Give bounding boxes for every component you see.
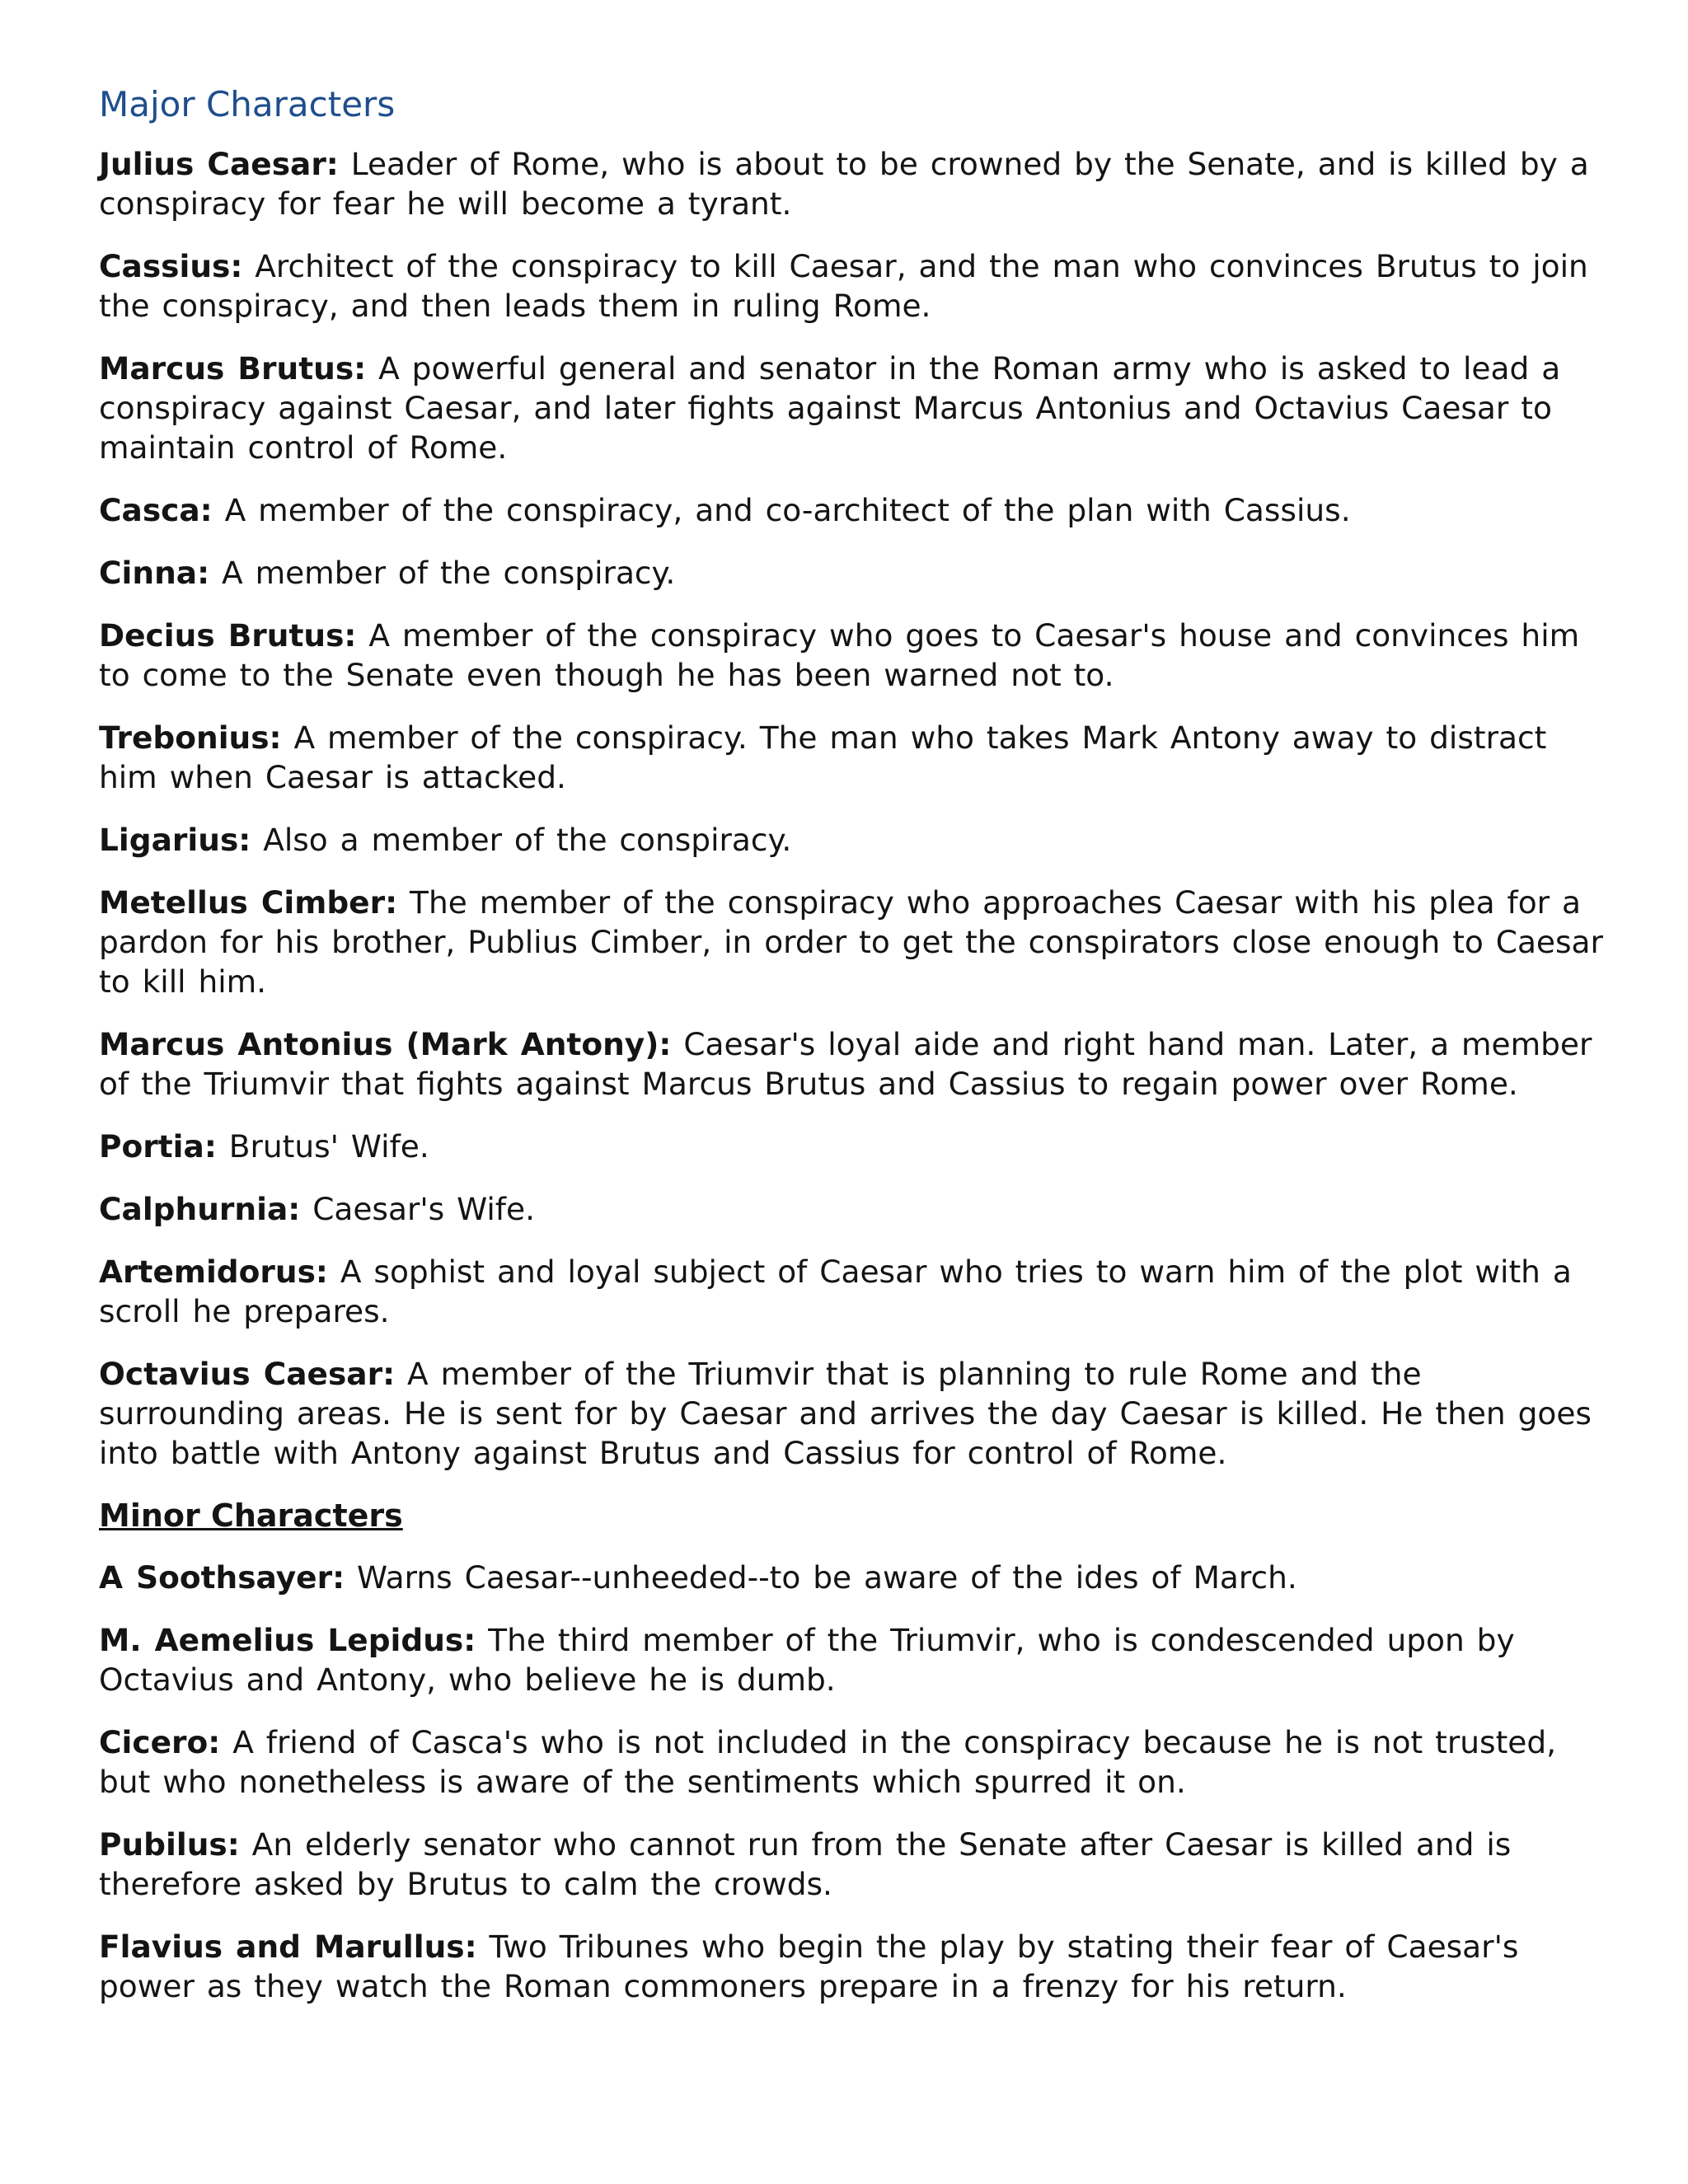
character-description: A member of the Triumvir that is planning to rule Rome and the surrounding areas. He is sent for by Caesar and arrives the day Caesar is killed. He then goes into battle with Antony against Brutus and Cassius for control of Rome. [99,1355,1592,1471]
character-name: Pubilus: [99,1825,240,1863]
character-name: Metellus Cimber: [99,883,398,921]
character-name: A Soothsayer: [99,1558,345,1596]
character-entry [99,820,1615,860]
character-entry [99,718,1615,797]
character-name: Marcus Brutus: [99,349,367,387]
character-description: Caesar's Wife. [312,1190,535,1227]
character-description: Also a member of the conspiracy. [263,821,792,858]
character-entry [99,490,1615,530]
major-characters-heading: Major Characters [99,84,396,124]
character-description: A member of the conspiracy who goes to Caesar's house and convinces him to come to the Senate even though he has been warned not to. [99,616,1580,693]
document-page [99,82,1615,2029]
character-name: Calphurnia: [99,1190,301,1227]
character-name: Flavius and Marullus: [99,1928,477,1965]
character-name: M. Aemelius Lepidus: [99,1621,476,1658]
minor-characters-heading: Minor Characters [99,1497,403,1534]
character-name: Cassius: [99,247,243,284]
character-name: Artemidorus: [99,1253,328,1290]
character-name: Ligarius: [99,821,251,858]
character-description: A friend of Casca's who is not included in the conspiracy because he is not trusted, but who nonetheless is aware of the sentiments which spurred it on. [99,1723,1557,1800]
character-entry [99,1558,1615,1597]
character-description: Brutus' Wife. [228,1127,429,1165]
character-description: The third member of the Triumvir, who is condescended upon by Octavius and Antony, who believe he is dumb. [99,1621,1515,1698]
character-entry [99,1354,1615,1473]
character-entry [99,1825,1615,1904]
character-description: A sophist and loyal subject of Caesar who tries to warn him of the plot with a scroll he prepares. [99,1253,1572,1329]
character-description: Caesar's loyal aide and right hand man. Later, a member of the Triumvir that fights against Marcus Brutus and Cassius to regain power over Rome. [99,1025,1592,1102]
character-description: A member of the conspiracy. [222,554,676,591]
character-name: Trebonius: [99,719,282,756]
character-entry [99,553,1615,593]
character-entry [99,1252,1615,1331]
character-name: Cicero: [99,1723,221,1760]
character-entry [99,616,1615,695]
character-description: Two Tribunes who begin the play by stating their fear of Caesar's power as they watch the Roman commoners prepare in a frenzy for his return. [99,1928,1519,2004]
character-entry [99,883,1615,1001]
character-entry [99,1722,1615,1802]
character-name: Portia: [99,1127,217,1165]
character-description: Warns Caesar--unheeded--to be aware of the ides of March. [357,1558,1297,1596]
character-entry [99,1620,1615,1699]
character-description: The member of the conspiracy who approaches Caesar with his plea for a pardon for his brother, Publius Cimber, in order to get the conspirators close enough to Caesar to kill him. [99,883,1603,1000]
character-description: Leader of Rome, who is about to be crowned by the Senate, and is killed by a conspiracy for fear he will become a tyrant. [99,145,1589,222]
character-description: An elderly senator who cannot run from the Senate after Caesar is killed and is therefore asked by Brutus to calm the crowds. [99,1825,1512,1902]
character-name: Marcus Antonius (Mark Antony): [99,1025,672,1062]
character-entry [99,1024,1615,1104]
character-name: Casca: [99,491,213,528]
character-entry [99,1189,1615,1229]
character-entry [99,1127,1615,1166]
character-description: Architect of the conspiracy to kill Caesar, and the man who convinces Brutus to join the conspiracy, and then leads them in ruling Rome. [99,247,1588,324]
major-characters-list [99,144,1615,1473]
character-entry [99,144,1615,223]
character-entry [99,246,1615,326]
character-name: Cinna: [99,554,210,591]
minor-characters-list [99,1558,1615,2006]
character-name: Decius Brutus: [99,616,357,654]
character-entry [99,349,1615,467]
character-description: A member of the conspiracy, and co-architect of the plan with Cassius. [224,491,1351,528]
character-entry [99,1927,1615,2006]
character-name: Julius Caesar: [99,145,339,182]
character-name: Octavius Caesar: [99,1355,396,1392]
character-description: A powerful general and senator in the Roman army who is asked to lead a conspiracy against Caesar, and later fights against Marcus Antonius and Octavius Caesar to maintain control of Rome. [99,349,1561,466]
character-description: A member of the conspiracy. The man who takes Mark Antony away to distract him when Caesar is attacked. [99,719,1547,795]
